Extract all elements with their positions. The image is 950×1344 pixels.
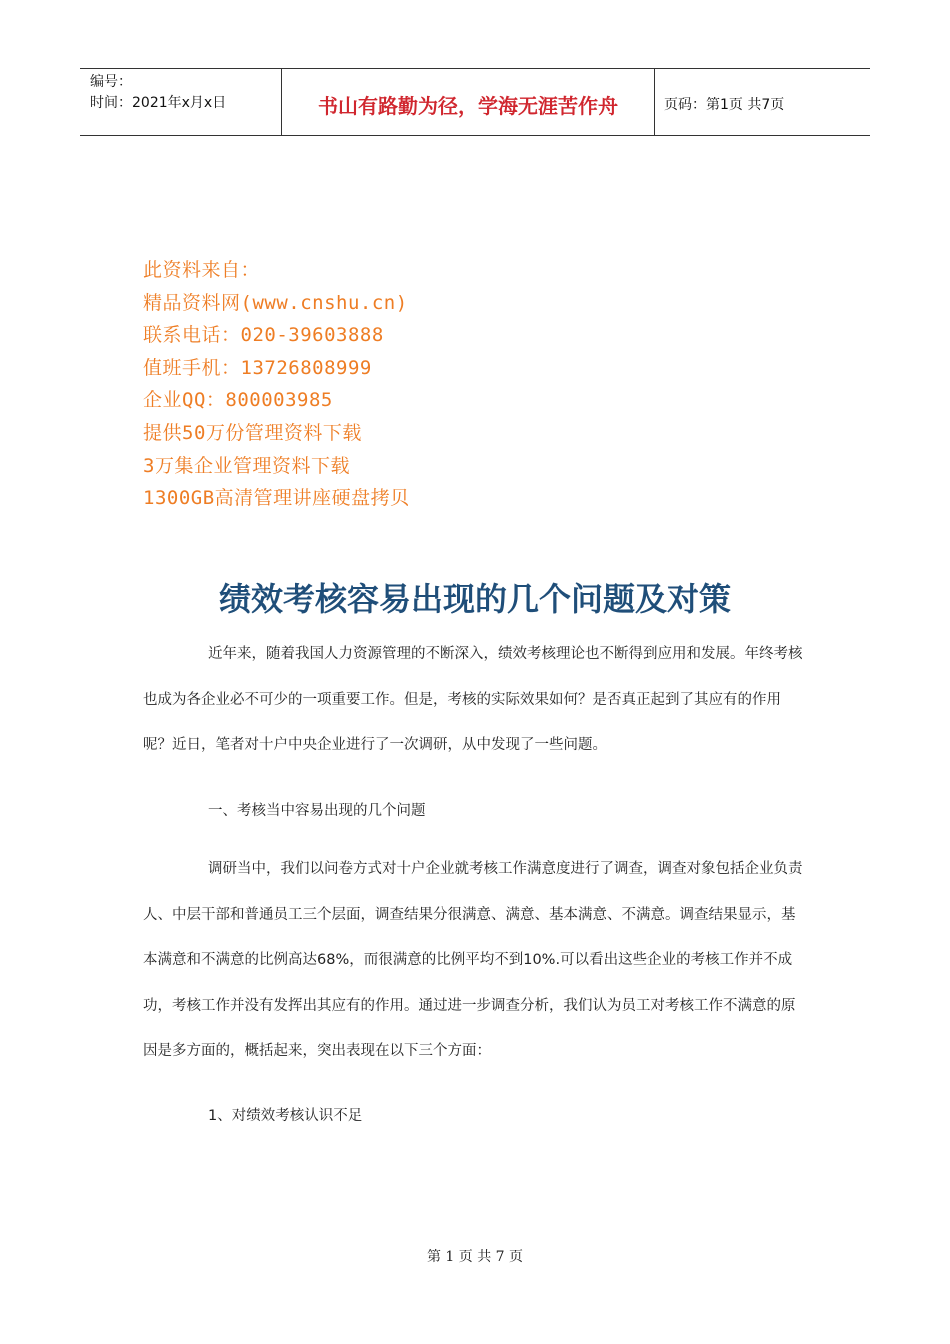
promo-line: 1300GB高清管理讲座硬盘拷贝 — [143, 487, 410, 510]
header-page-info: 页码：第1页 共7页 — [664, 97, 785, 113]
header-divider-right — [654, 69, 655, 136]
header-bottom-border — [80, 135, 870, 136]
promo-line: 此资料来自： — [143, 259, 261, 281]
promo-line: 提供50万份管理资料下载 — [143, 421, 362, 444]
section-heading: 一、考核当中容易出现的几个问题 — [208, 803, 426, 819]
promo-line: 联系电话：020-39603888 — [143, 324, 384, 347]
header-meta — [90, 72, 226, 114]
promo-line: 值班手机：13726808999 — [143, 356, 372, 379]
promo-line: 3万集企业管理资料下载 — [143, 454, 350, 477]
body-paragraph: 调研当中，我们以问卷方式对十户企业就考核工作满意度进行了调查，调查对象包括企业负责人、中层干部和普通员工三个层面，调查结果分很满意、满意、基本满意、不满意。调查结果显示，基本满意和不满意的比例高达68%，而很满意的比例平均不到10%.可以看出这些企业的考核工作并不成功，考核工作并没有发挥出其应有的作用。通过进一步调查分析，我们认为员工对考核工作不满意的原因是多方面的，概括起来，突出表现在以下三个方面： — [143, 861, 803, 1059]
subsection-heading: 1、对绩效考核认识不足 — [208, 1108, 363, 1124]
promo-line: 企业QQ：800003985 — [143, 389, 333, 412]
header-number: 编号： — [90, 74, 132, 90]
document-title: 绩效考核容易出现的几个问题及对策 — [218, 580, 731, 618]
header-time: 时间：2021年x月x日 — [90, 95, 227, 111]
promo-line: 精品资料网(www.cnshu.cn) — [143, 291, 408, 314]
promo-block — [143, 254, 410, 515]
intro-paragraph: 近年来，随着我国人力资源管理的不断深入，绩效考核理论也不断得到应用和发展。年终考核也成为各企业必不可少的一项重要工作。但是，考核的实际效果如何？是否真正起到了其应有的作用呢？近日，笔者对十户中央企业进行了一次调研，从中发现了一些问题。 — [143, 646, 803, 753]
header-top-border — [80, 68, 870, 69]
header-motto: 书山有路勤为径，学海无涯苦作舟 — [318, 94, 618, 118]
page-footer: 第 1 页 共 7 页 — [426, 1249, 524, 1265]
